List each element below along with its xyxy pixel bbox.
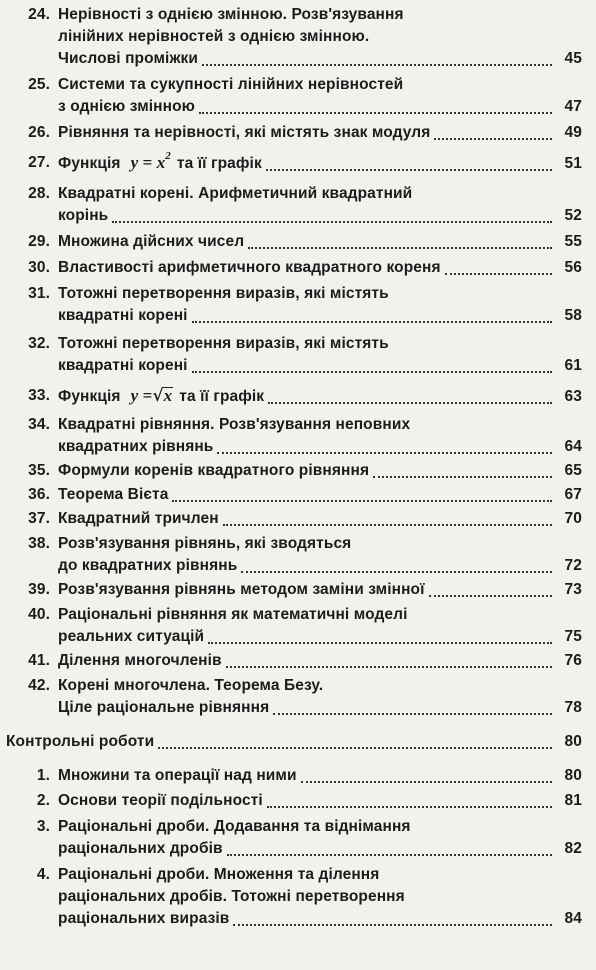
entry-title-line: раціональних дробів. Тотожні перетворення <box>58 888 405 905</box>
entry-title-line: Квадратний тричлен <box>58 510 219 527</box>
sqrt-icon: √ <box>152 386 164 406</box>
toc-entry-29[interactable] <box>6 231 582 253</box>
toc-entry-32[interactable] <box>6 333 582 377</box>
entry-number: 37. <box>28 510 50 527</box>
dot-leader <box>158 747 552 749</box>
dot-leader <box>112 221 552 223</box>
page-number: 56 <box>564 259 582 276</box>
entry-number: 28. <box>28 185 50 202</box>
toc-entry-33[interactable] <box>6 385 582 408</box>
dot-leader <box>217 452 552 454</box>
entry-number: 24. <box>28 6 50 23</box>
toc-entry-28[interactable] <box>6 183 582 227</box>
toc-entry-40[interactable] <box>6 604 582 648</box>
entry-title-line: Тотожні перетворення виразів, які містять <box>58 335 389 352</box>
entry-number: 38. <box>28 535 50 552</box>
table-of-contents <box>0 4 596 970</box>
dot-leader <box>227 854 552 856</box>
page-number: 49 <box>564 124 582 141</box>
entry-number: 3. <box>36 818 50 835</box>
dot-leader <box>248 247 552 249</box>
toc-test-2[interactable] <box>6 790 582 812</box>
entry-number: 31. <box>28 285 50 302</box>
toc-entry-24[interactable] <box>6 4 582 70</box>
page-number: 76 <box>564 652 582 669</box>
dot-leader <box>226 666 552 668</box>
entry-number: 42. <box>28 677 50 694</box>
entry-number: 40. <box>28 606 50 623</box>
entry-number: 32. <box>28 335 50 352</box>
entry-number: 36. <box>28 486 50 503</box>
entry-title-line: корінь <box>58 207 109 224</box>
formula-text: y = x <box>130 153 166 172</box>
toc-entry-26[interactable] <box>6 122 582 144</box>
entry-title-line: квадратні корені <box>58 357 188 374</box>
dot-leader <box>266 169 552 171</box>
dot-leader <box>208 642 552 644</box>
page-number: 73 <box>564 581 582 598</box>
dot-leader <box>373 476 552 478</box>
entry-number: 33. <box>28 387 50 404</box>
page-number: 70 <box>564 510 582 527</box>
page-number: 82 <box>564 840 582 857</box>
dot-leader <box>192 371 552 373</box>
entry-number: 1. <box>36 767 50 784</box>
toc-entry-35[interactable] <box>6 460 582 482</box>
entry-title-line: Корені многочлена. Теорема Безу. <box>58 677 324 694</box>
formula-y-equals-sqrt-x <box>131 385 174 407</box>
toc-entry-37[interactable] <box>6 508 582 530</box>
entry-number: 2. <box>36 792 50 809</box>
page-number: 75 <box>564 628 582 645</box>
dot-leader <box>445 273 552 275</box>
section-title: Контрольні роботи <box>6 733 155 750</box>
page-number: 65 <box>564 462 582 479</box>
entry-title-line: Раціональні дроби. Додавання та віднімання <box>58 818 411 835</box>
dot-leader <box>267 806 552 808</box>
page-number: 78 <box>564 699 582 716</box>
entry-title-line: Квадратні рівняння. Розв'язування неповних <box>58 416 411 433</box>
toc-entry-27[interactable] <box>6 152 582 175</box>
page-number: 80 <box>564 733 582 750</box>
page-number: 63 <box>564 388 582 405</box>
entry-number: 41. <box>28 652 50 669</box>
entry-title-line: Системи та сукупності лінійних нерівностей <box>58 76 404 93</box>
entry-title-line: Рівняння та нерівності, які містять знак модуля <box>58 124 431 141</box>
toc-entry-41[interactable] <box>6 650 582 672</box>
page-number: 58 <box>564 307 582 324</box>
entry-title-line: Основи теорії подільності <box>58 792 263 809</box>
entry-title-line: Множини та операції над ними <box>58 767 297 784</box>
toc-test-4[interactable] <box>6 864 582 930</box>
dot-leader <box>192 321 552 323</box>
entry-title-prefix: Функція <box>58 155 121 172</box>
entry-title-line: Множина дійсних чисел <box>58 233 245 250</box>
entry-title-prefix: Функція <box>58 388 121 405</box>
entry-title-line: раціональних виразів <box>58 910 230 927</box>
entry-title-line: Ціле раціональне рівняння <box>58 699 270 716</box>
entry-number: 29. <box>28 233 50 250</box>
entry-number: 27. <box>28 154 50 171</box>
dot-leader <box>202 64 552 66</box>
toc-test-3[interactable] <box>6 816 582 860</box>
entry-title-line: Розв'язування рівнянь методом заміни змінної <box>58 581 425 598</box>
entry-title-line: Властивості арифметичного квадратного кореня <box>58 259 441 276</box>
toc-entry-25[interactable] <box>6 74 582 118</box>
entry-title-line: Ділення многочленів <box>58 652 222 669</box>
dot-leader <box>233 924 552 926</box>
dot-leader <box>301 781 552 783</box>
entry-number: 34. <box>28 416 50 433</box>
page-number: 55 <box>564 233 582 250</box>
toc-entry-38[interactable] <box>6 533 582 577</box>
entry-title-line: Тотожні перетворення виразів, які містять <box>58 285 389 302</box>
page-number: 67 <box>564 486 582 503</box>
page-number: 80 <box>564 767 582 784</box>
entry-title-line: Раціональні дроби. Множення та ділення <box>58 866 380 883</box>
entry-title-line: квадратні корені <box>58 307 188 324</box>
entry-title-line: Нерівності з однією змінною. Розв'язування <box>58 6 404 23</box>
dot-leader <box>223 524 552 526</box>
dot-leader <box>172 500 552 502</box>
dot-leader <box>199 112 552 114</box>
toc-entry-30[interactable] <box>6 257 582 279</box>
entry-title-suffix: та її графік <box>176 155 262 172</box>
entry-title-line: квадратних рівнянь <box>58 438 214 455</box>
entry-number: 39. <box>28 581 50 598</box>
dot-leader <box>268 402 552 404</box>
page-number: 64 <box>564 438 582 455</box>
toc-entry-39[interactable] <box>6 579 582 601</box>
entry-title-line: Раціональні рівняння як математичні моделі <box>58 606 408 623</box>
entry-title-line: Теорема Вієта <box>58 486 169 503</box>
page-number: 47 <box>564 98 582 115</box>
entry-title-line: Розв'язування рівнянь, які зводяться <box>58 535 352 552</box>
page-number: 81 <box>564 792 582 809</box>
formula-text: y = <box>130 386 153 405</box>
entry-title-line: Квадратні корені. Арифметичний квадратний <box>58 185 413 202</box>
entry-title-line: до квадратних рівнянь <box>58 557 238 574</box>
entry-title-line: лінійних нерівностей з однією змінною. <box>58 28 370 45</box>
entry-title-suffix: та її графік <box>179 388 265 405</box>
exponent: 2 <box>165 150 171 163</box>
entry-number: 26. <box>28 124 50 141</box>
page-number: 84 <box>564 910 582 927</box>
page-number: 45 <box>564 50 582 67</box>
toc-test-1[interactable] <box>6 765 582 787</box>
entry-title-line: Формули коренів квадратного рівняння <box>58 462 370 479</box>
page-number: 52 <box>564 207 582 224</box>
formula-y-equals-x-squared <box>131 152 171 174</box>
entry-title-line: раціональних дробів <box>58 840 223 857</box>
page-number: 51 <box>564 155 582 172</box>
dot-leader <box>429 595 552 597</box>
toc-entry-42[interactable] <box>6 675 582 719</box>
dot-leader <box>241 571 552 573</box>
dot-leader <box>273 713 552 715</box>
page-number: 61 <box>564 357 582 374</box>
entry-number: 25. <box>28 76 50 93</box>
entry-number: 4. <box>36 866 50 883</box>
toc-entry-31[interactable] <box>6 283 582 327</box>
entry-title-line: Числові проміжки <box>58 50 199 67</box>
toc-section-tests[interactable] <box>6 731 582 753</box>
entry-number: 35. <box>28 462 50 479</box>
radicand: x <box>163 386 173 405</box>
entry-title-line: з однією змінною <box>58 98 196 115</box>
entry-number: 30. <box>28 259 50 276</box>
toc-entry-36[interactable] <box>6 484 582 506</box>
toc-entry-34[interactable] <box>6 414 582 458</box>
page-number: 72 <box>564 557 582 574</box>
dot-leader <box>434 138 552 140</box>
entry-title-line: реальних ситуацій <box>58 628 205 645</box>
